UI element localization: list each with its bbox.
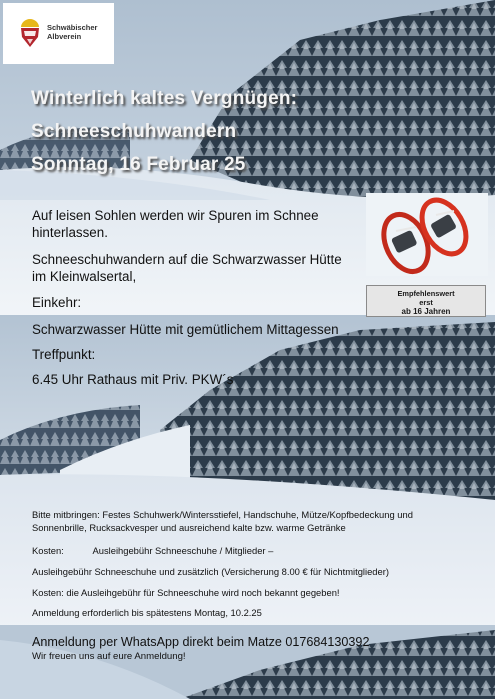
- age-recommendation-badge: [366, 285, 486, 317]
- headline-line-1: Winterlich kaltes Vergnügen:: [31, 88, 298, 109]
- logo-line-2: Albverein: [47, 32, 82, 41]
- albverein-logo-icon: [17, 17, 43, 49]
- freuen-line: Wir freuen uns auf eure Anmeldung!: [32, 651, 186, 662]
- treffpunkt-label: Treffpunkt:: [32, 347, 96, 362]
- logo-text: [47, 23, 97, 41]
- snowshoe-photo: [366, 193, 488, 276]
- badge-line-2: erst: [419, 298, 433, 307]
- logo-line-1: Schwäbischer: [47, 23, 98, 32]
- kosten-label: Kosten:: [32, 545, 64, 556]
- kosten-line-2: Ausleihgebühr Schneeschuhe und zusätzlich (Versicherung 8.00 € für Nichtmitglieder): [32, 566, 389, 577]
- route-line-1: Schneeschuhwandern auf die Schwarzwasser Hütte: [32, 252, 342, 267]
- intro-line-2: hinterlassen.: [32, 225, 108, 240]
- mitbringen-line-1: Bitte mitbringen: Festes Schuhwerk/Wintersstiefel, Handschuhe, Mütze/Kopfbedeckung und: [32, 509, 413, 520]
- anmeldung-frist: Anmeldung erforderlich bis spätestens Montag, 10.2.25: [32, 607, 262, 618]
- logo-box: [3, 3, 114, 64]
- einkehr-label: Einkehr:: [32, 295, 82, 310]
- intro-line-1: Auf leisen Sohlen werden wir Spuren im Schnee: [32, 208, 319, 223]
- headline-line-2: Schneeschuhwandern: [31, 121, 237, 142]
- kosten-line-1: [32, 545, 273, 558]
- snowshoe-icon: [366, 193, 488, 276]
- kosten-value: Ausleihgebühr Schneeschuhe / Mitglieder –: [92, 545, 274, 556]
- headline-date: Sonntag, 16 Februar 25: [31, 154, 246, 175]
- einkehr-value: Schwarzwasser Hütte mit gemütlichem Mittagessen: [32, 322, 339, 337]
- mitbringen-line-2: Sonnenbrille, Rucksackvesper und ausreichend kalte bzw. warme Getränke: [32, 522, 346, 533]
- whatsapp-line: Anmeldung per WhatsApp direkt beim Matze 017684130392: [32, 635, 370, 649]
- badge-line-1: Empfehlenswert: [397, 289, 455, 298]
- badge-line-3: ab 16 Jahren: [401, 307, 451, 316]
- route-line-2: im Kleinwalsertal,: [32, 269, 137, 284]
- treffpunkt-value: 6.45 Uhr Rathaus mit Priv. PKW´s: [32, 372, 234, 387]
- kosten-line-3: Kosten: die Ausleihgebühr für Schneeschuhe wird noch bekannt gegeben!: [32, 587, 340, 598]
